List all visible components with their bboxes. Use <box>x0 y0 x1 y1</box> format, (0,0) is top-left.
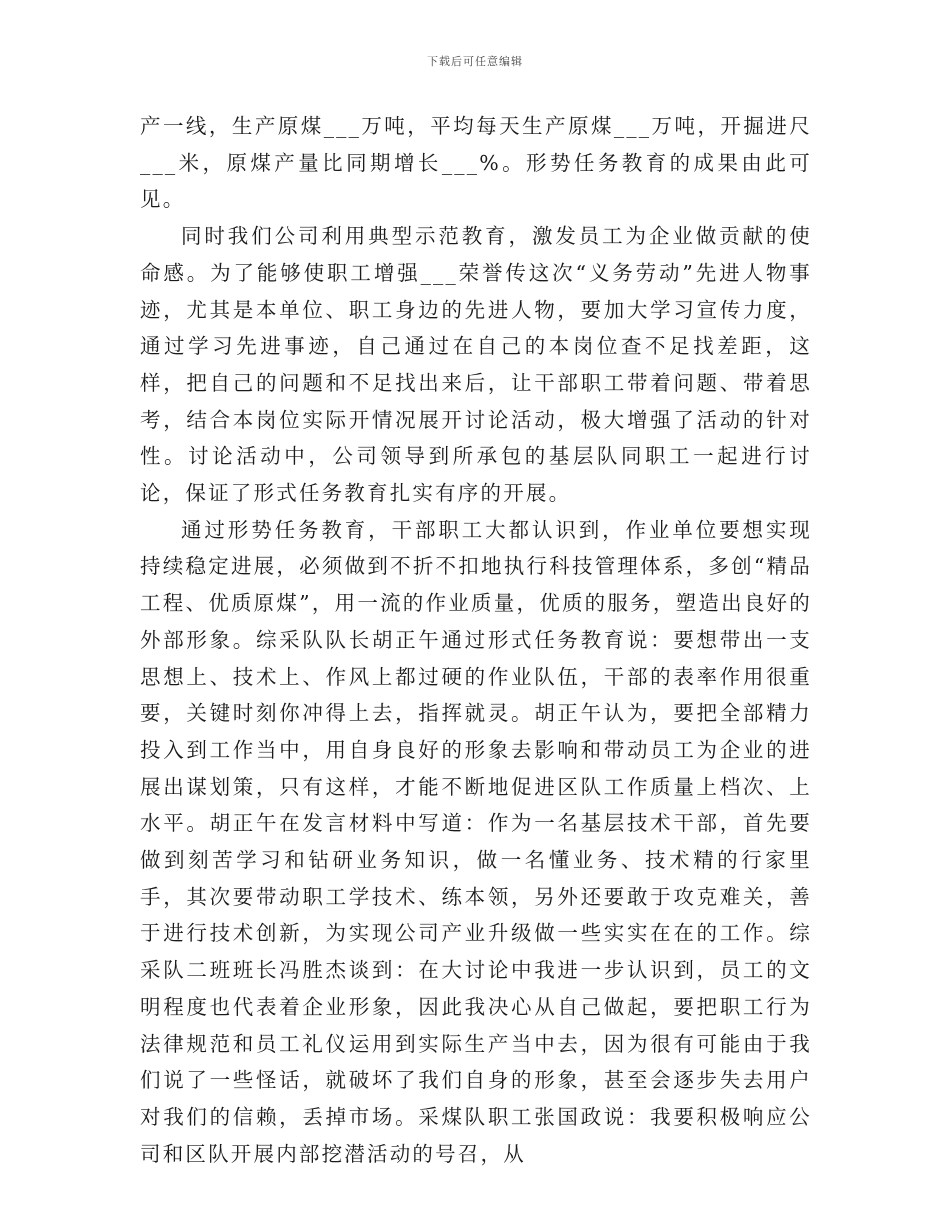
paragraph-typical-example: 同时我们公司利用典型示范教育，激发员工为企业做贡献的使命感。为了能够使职工增强___荣誉传这次“义务劳动”先进人物事迹，尤其是本单位、职工身边的先进人物，要加大学习宣传力度，通过学习先进事迹，自己通过在自己的本岗位查不足找差距，这样，把自己的问题和不足找出来后，让干部职工带着问题、带着思考，结合本岗位实际开情况展开讨论活动，极大增强了活动的针对性。讨论活动中，公司领导到所承包的基层队同职工一起进行讨论，保证了形式任务教育扎实有序的开展。 <box>140 224 812 506</box>
page-header: 下载后可任意编辑 <box>427 55 523 68</box>
paragraph-situation-education: 通过形势任务教育，干部职工大都认识到，作业单位要想实现持续稳定进展，必须做到不折不扣地执行科技管理体系，多创“精品工程、优质原煤”，用一流的作业质量，优质的服务，塑造出良好的外部形象。综采队队长胡正午通过形式任务教育说：要想带出一支思想上、技术上、作风上都过硬的作业队伍，干部的表率作用很重要，关键时刻你冲得上去，指挥就灵。胡正午认为，要把全部精力投入到工作当中，用自身良好的形象去影响和带动员工为企业的进展出谋划策，只有这样，才能不断地促进区队工作质量上档次、上水平。胡正午在发言材料中写道：作为一名基层技术干部，首先要做到刻苦学习和钻研业务知识，做一名懂业务、技术精的行家里手，其次要带动职工学技术、练本领，另外还要敢于攻克难关，善于进行技术创新，为实现公司产业升级做一些实实在在的工作。综采队二班班长冯胜杰谈到：在大讨论中我进一步认识到，员工的文明程度也代表着企业形象，因此我决心从自己做起，要把职工行为法律规范和员工礼仪运用到实际生产当中去，因为很有可能由于我们说了一些怪话，就破坏了我们自身的形象，甚至会逐步失去用户对我们的信赖，丢掉市场。采煤队职工张国政说：我要积极响应公司和区队开展内部挖潜活动的号召，从 <box>140 517 812 1166</box>
paragraph-continuation: 产一线，生产原煤___万吨，平均每天生产原煤___万吨，开掘进尺___米，原煤产量比同期增长___%。形势任务教育的成果由此可见。 <box>140 114 812 212</box>
document-body <box>140 108 812 1172</box>
